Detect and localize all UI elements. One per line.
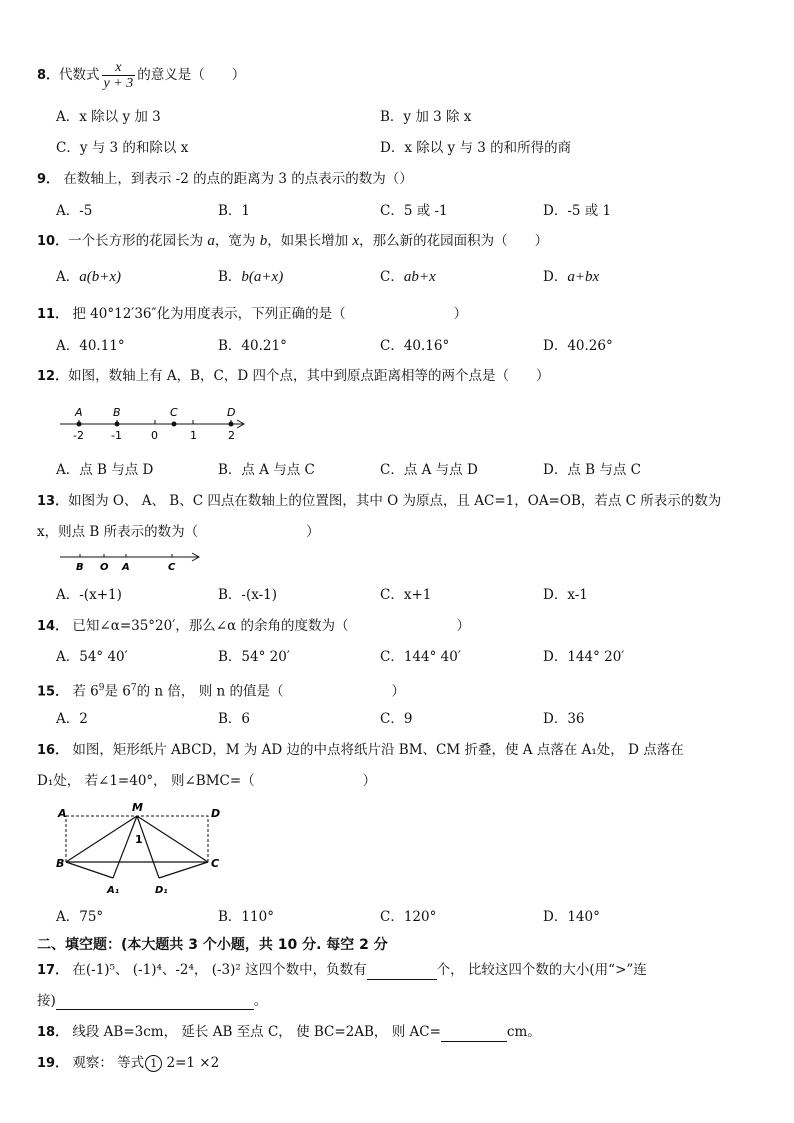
question-text: 如图，数轴上有 A，B，C，D 四个点，其中到原点距离相等的两个点是（ ） (68, 368, 550, 384)
point-label: A₁ (107, 885, 120, 896)
question-text: 若 6 (68, 683, 99, 700)
option-d[interactable]: D．x-1 (543, 587, 588, 603)
question-text: 。 (253, 993, 268, 1009)
question-text: 的意义是（ ） (137, 67, 246, 83)
point-d (229, 422, 234, 427)
variable: x (352, 233, 360, 249)
question-12 (37, 367, 550, 386)
fraction-denominator: y + 3 (103, 76, 134, 91)
answer-blank[interactable] (56, 995, 254, 1010)
option-b[interactable]: B．40.21° (218, 338, 287, 354)
option-c[interactable]: C．y 与 3 的和除以 x (56, 140, 189, 156)
question-8 (37, 60, 245, 91)
question-number: 9． (37, 172, 60, 187)
point-label: B (113, 406, 121, 419)
option-d[interactable]: D．36 (543, 711, 585, 727)
option-b[interactable]: B．y 加 3 除 x (380, 109, 472, 125)
question-text: 接) (37, 993, 56, 1009)
question-13-continued: x，则点 B 所表示的数为（ ） (37, 524, 320, 540)
option-d[interactable]: D．-5 或 1 (543, 203, 612, 219)
point-label: A (58, 807, 67, 820)
segment-bm (66, 816, 137, 862)
question-number: 11． (37, 307, 69, 322)
point-label: M (132, 801, 143, 814)
question-number: 17． (37, 963, 69, 978)
question-number: 15． (37, 684, 69, 700)
option-a[interactable]: A．x 除以 y 加 3 (56, 109, 161, 125)
point-label: C (168, 562, 176, 573)
point-label: O (100, 562, 109, 573)
option-a[interactable]: A．-5 (56, 203, 93, 219)
option-d[interactable] (543, 268, 599, 286)
point-label: D (211, 807, 221, 820)
point-label: A (122, 562, 130, 573)
question-text: 一个长方形的花园长为 (68, 233, 208, 249)
option-expression: a+bx (567, 269, 600, 285)
option-b[interactable]: B．6 (218, 711, 251, 727)
point-label: B (56, 857, 65, 870)
option-label: A． (56, 269, 80, 285)
question-9 (37, 170, 413, 189)
question-text: 把 40°12′36″化为用度表示，下列正确的是（ ） (68, 306, 468, 322)
question-text: 如图，矩形纸片 ABCD，M 为 AD 边的中点将纸片沿 BM、CM 折叠，使 A 点落在 A₁处， D 点落在 (68, 742, 684, 758)
option-b[interactable]: B．110° (218, 909, 274, 925)
option-label: D． (543, 269, 568, 285)
question-number: 10． (37, 234, 69, 249)
question-number: 19． (37, 1056, 69, 1071)
point-label: C (170, 406, 178, 419)
question-16 (37, 741, 684, 760)
option-label: B． (218, 269, 242, 285)
question-15 (37, 679, 405, 702)
point-a (77, 422, 82, 427)
question-14 (37, 617, 470, 636)
question-11 (37, 305, 467, 324)
tick-label: -1 (111, 429, 122, 442)
option-d[interactable]: D．点 B 与点 C (543, 462, 641, 478)
option-a[interactable]: A．40.11° (56, 338, 125, 354)
option-expression: a(b+x) (79, 269, 122, 285)
option-c[interactable]: C．5 或 -1 (380, 203, 448, 219)
fraction-numerator: x (115, 60, 122, 75)
number-line-figure-13 (58, 548, 208, 574)
section-heading: 二、填空题：(本大题共 3 个小题，共 10 分. 每空 2 分 (37, 937, 388, 953)
option-c[interactable] (380, 268, 436, 286)
point-label: D (227, 406, 236, 419)
option-a[interactable]: A．54° 40′ (56, 649, 128, 665)
question-10 (37, 232, 548, 251)
exponent: 9 (98, 683, 105, 693)
option-b[interactable] (218, 268, 283, 286)
segment-ma1 (113, 816, 137, 878)
option-a[interactable] (56, 268, 121, 286)
question-16-continued: D₁处， 若∠1=40°， 则∠BMC=（ ） (37, 773, 377, 789)
question-text: cm。 (506, 1024, 541, 1040)
question-number: 14． (37, 619, 69, 634)
question-text: 代数式 (59, 67, 100, 83)
question-number: 16． (37, 743, 69, 758)
option-label: C． (380, 269, 404, 285)
exponent: 7 (130, 683, 137, 693)
question-text: 是 6 (104, 683, 131, 700)
option-c[interactable]: C．144° 40′ (380, 649, 461, 665)
point-label: C (211, 857, 220, 870)
circled-number: 1 (145, 1055, 162, 1072)
question-text: 已知∠α=35°20′，那么∠α 的余角的度数为（ ） (68, 618, 471, 634)
option-b[interactable]: B．-(x-1) (218, 587, 278, 603)
question-number: 8． (37, 68, 60, 83)
question-text: 在数轴上，到表示 -2 的点的距离为 3 的点表示的数为（） (59, 171, 413, 187)
option-b[interactable]: B．54° 20′ (218, 649, 290, 665)
option-d[interactable]: D．x 除以 y 与 3 的和所得的商 (380, 140, 572, 156)
point-label: A (75, 406, 83, 419)
question-17 (37, 961, 647, 980)
option-d[interactable]: D．144° 20′ (543, 649, 625, 665)
option-b[interactable]: B．点 A 与点 C (218, 462, 315, 478)
fraction (102, 60, 136, 91)
question-text: 个， 比较这四个数的大小(用“>”连 (436, 962, 647, 978)
question-text: 如图为 O、 A、 B、C 四点在数轴上的位置图，其中 O 为原点，且 AC=1，OA=OB，若点 C 所表示的数为 (68, 493, 722, 509)
tick-label: 2 (228, 429, 235, 442)
segment-ba1 (66, 862, 113, 878)
option-a[interactable]: A．点 B 与点 D (56, 462, 154, 478)
tick-label: 1 (190, 429, 197, 442)
option-c[interactable]: C．点 A 与点 D (380, 462, 478, 478)
option-a[interactable]: A．75° (56, 909, 104, 925)
question-text: 线段 AB=3cm， 延长 AB 至点 C， 使 BC=2AB， 则 AC= (68, 1024, 441, 1040)
question-text: 观察： 等式 (68, 1055, 145, 1071)
question-number: 12． (37, 369, 69, 384)
question-17-continued (37, 992, 267, 1010)
question-number: 18． (37, 1025, 69, 1040)
tick-label: -2 (73, 429, 84, 442)
segment-cd1 (159, 862, 208, 878)
option-d[interactable]: D．40.26° (543, 338, 613, 354)
option-expression: ab+x (403, 269, 436, 285)
question-text: 的 n 倍， 则 n 的值是（ ） (136, 683, 405, 700)
answer-blank[interactable] (367, 965, 437, 980)
option-b[interactable]: B．1 (218, 203, 251, 219)
option-c[interactable]: C．120° (380, 909, 437, 925)
point-c (172, 422, 177, 427)
option-expression: b(a+x) (241, 269, 284, 285)
point-b (115, 422, 120, 427)
option-d[interactable]: D．140° (543, 909, 600, 925)
question-18 (37, 1023, 541, 1042)
option-c[interactable]: C．9 (380, 711, 413, 727)
question-text: 在(-1)⁵、 (-1)⁴、-2⁴， (-3)² 这四个数中，负数有 (68, 962, 367, 978)
variable: a (207, 233, 215, 249)
option-a[interactable]: A．-(x+1) (56, 587, 122, 603)
question-19 (37, 1054, 219, 1073)
question-text: ，如果长增加 (267, 233, 353, 249)
question-text: ，宽为 (214, 233, 260, 249)
angle-label: 1 (135, 833, 143, 846)
question-text: 2=1 ×2 (162, 1055, 220, 1071)
number-line-figure-12 (55, 402, 255, 444)
tick-label: 0 (151, 429, 158, 442)
option-c[interactable]: C．40.16° (380, 338, 450, 354)
variable: b (259, 233, 268, 249)
point-label: B (76, 562, 84, 573)
option-a[interactable]: A．2 (56, 711, 88, 727)
question-number: 13． (37, 494, 69, 509)
segment-md1 (137, 816, 159, 878)
question-text: ，那么新的花园面积为（ ） (359, 233, 549, 249)
segment-cm (137, 816, 208, 862)
answer-blank[interactable] (441, 1027, 507, 1042)
point-label: D₁ (155, 885, 168, 896)
folded-rectangle-figure (55, 800, 225, 898)
question-13 (37, 492, 721, 511)
option-c[interactable]: C．x+1 (380, 587, 432, 603)
